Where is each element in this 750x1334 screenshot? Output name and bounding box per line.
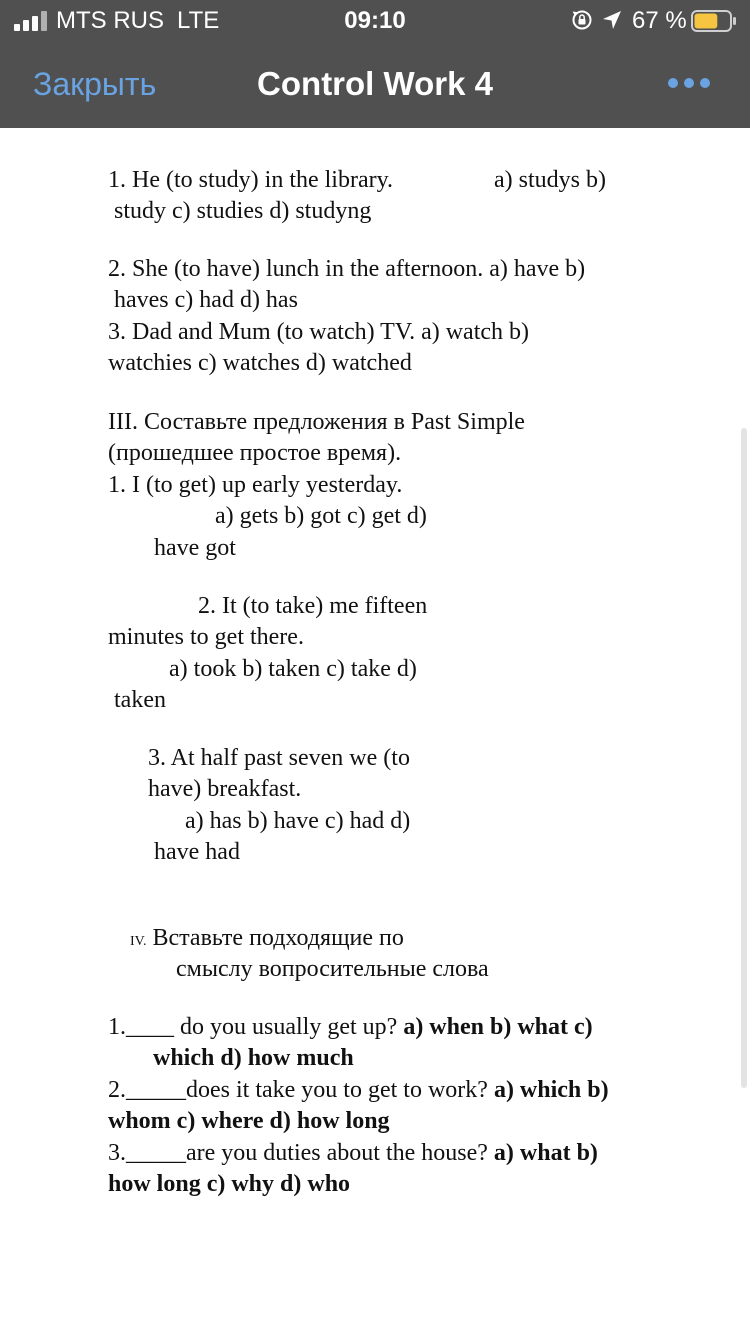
answer-options: a) which b) bbox=[493, 1077, 609, 1103]
question-text: 3._____are you duties about the house? bbox=[108, 1140, 488, 1166]
doc-line: a) has b) have c) had d) bbox=[185, 808, 411, 834]
location-icon bbox=[601, 9, 623, 31]
doc-line: (прошедшее простое время). bbox=[108, 440, 402, 466]
doc-line bbox=[108, 1012, 593, 1043]
answer-options: whom c) where d) how long bbox=[108, 1108, 390, 1134]
doc-line: 1. He (to study) in the library. bbox=[108, 167, 394, 193]
doc-line: a) studys b) bbox=[494, 167, 606, 193]
carrier-name: MTS RUS bbox=[56, 7, 164, 34]
section-heading bbox=[130, 923, 404, 957]
doc-line: have got bbox=[154, 535, 236, 561]
doc-line: 3. Dad and Mum (to watch) TV. a) watch b) bbox=[108, 319, 530, 345]
section-title: Вставьте подходящие по bbox=[152, 925, 404, 951]
doc-line bbox=[108, 1106, 390, 1137]
document-page bbox=[0, 128, 750, 1334]
doc-line: minutes to get there. bbox=[108, 624, 304, 650]
scrollbar[interactable] bbox=[741, 428, 747, 1088]
doc-line: 2. She (to have) lunch in the afternoon. a) have b) bbox=[108, 256, 586, 282]
answer-options: a) what b) bbox=[493, 1140, 598, 1166]
doc-line: haves c) had d) has bbox=[114, 287, 298, 313]
doc-line bbox=[108, 1138, 598, 1169]
doc-line: have) breakfast. bbox=[148, 776, 302, 802]
answer-options: how long c) why d) who bbox=[108, 1171, 351, 1197]
doc-line: 3. At half past seven we (to bbox=[148, 745, 410, 771]
page-title: Control Work 4 bbox=[257, 65, 493, 102]
doc-line bbox=[108, 1075, 609, 1106]
doc-line: a) took b) taken c) take d) bbox=[169, 656, 417, 682]
doc-line bbox=[153, 1043, 354, 1074]
battery-icon bbox=[691, 10, 737, 32]
doc-line: watchies c) watches d) watched bbox=[108, 350, 412, 376]
doc-line bbox=[108, 1169, 350, 1200]
doc-line: 1. I (to get) up early yesterday. bbox=[108, 472, 403, 498]
battery-percent: 67 % bbox=[632, 7, 687, 34]
answer-options: which d) how much bbox=[153, 1045, 354, 1071]
section-heading: III. Составьте предложения в Past Simple bbox=[108, 409, 525, 435]
doc-line: 2. It (to take) me fifteen bbox=[198, 593, 428, 619]
answer-options: a) when b) what c) bbox=[403, 1014, 593, 1040]
close-button[interactable]: Закрыть bbox=[33, 66, 157, 102]
orientation-lock-icon bbox=[571, 9, 593, 31]
status-time: 09:10 bbox=[344, 7, 406, 34]
question-text: 2._____does it take you to get to work? bbox=[108, 1077, 488, 1103]
network-type: LTE bbox=[177, 7, 220, 34]
doc-line: have had bbox=[154, 839, 240, 865]
doc-line: study c) studies d) studyng bbox=[114, 198, 372, 224]
doc-line: taken bbox=[114, 687, 166, 713]
ellipsis-icon[interactable] bbox=[668, 72, 710, 94]
doc-line: a) gets b) got c) get d) bbox=[215, 503, 427, 529]
section-number: IV. bbox=[130, 934, 147, 949]
question-text: 1.____ do you usually get up? bbox=[108, 1014, 398, 1040]
top-bar bbox=[0, 0, 750, 128]
doc-line: смыслу вопросительные слова bbox=[176, 956, 489, 982]
